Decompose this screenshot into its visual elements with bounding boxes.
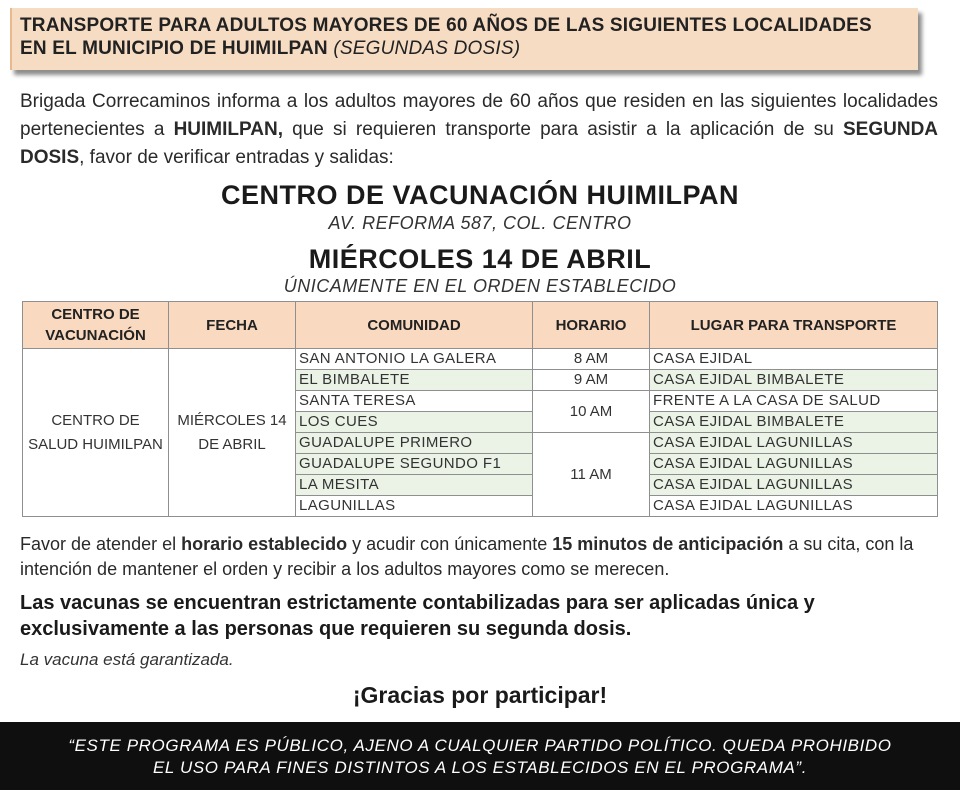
footer-line1: “ESTE PROGRAMA ES PÚBLICO, AJENO A CUALQUIER PARTIDO POLÍTICO. QUEDA PROHIBIDO [68, 736, 892, 755]
notice-text-a: Favor de atender el [20, 534, 182, 554]
cell-place: CASA EJIDAL LAGUNILLAS [650, 475, 938, 496]
cell-date: MIÉRCOLES 14 DE ABRIL [169, 349, 296, 517]
cell-community: LAGUNILLAS [296, 496, 533, 517]
date-subtitle: ÚNICAMENTE EN EL ORDEN ESTABLECIDO [283, 276, 677, 296]
cell-center: CENTRO DE SALUD HUIMILPAN [23, 349, 169, 517]
col-header-date: FECHA [169, 302, 296, 349]
cell-place: CASA EJIDAL LAGUNILLAS [650, 433, 938, 454]
cell-place: FRENTE A LA CASA DE SALUD [650, 391, 938, 412]
date-title: MIÉRCOLES 14 DE ABRIL [308, 244, 652, 274]
venue-title: CENTRO DE VACUNACIÓN HUIMILPAN [221, 180, 739, 210]
notice-text-c: y acudir con únicamente [347, 534, 553, 554]
intro-paragraph [20, 88, 938, 172]
thanks-message: ¡Gracias por participar! [352, 682, 608, 708]
footer-line2: EL USO PARA FINES DISTINTOS A LOS ESTABLECIDOS EN EL PROGRAMA”. [152, 758, 808, 777]
cell-schedule: 8 AM [533, 349, 650, 370]
notice-bold-minutes: 15 minutos de anticipación [552, 534, 784, 554]
cell-community: GUADALUPE PRIMERO [296, 433, 533, 454]
intro-text-3: , favor de verificar entradas y salidas: [79, 147, 394, 168]
table-row [23, 349, 938, 370]
cell-place: CASA EJIDAL BIMBALETE [650, 412, 938, 433]
col-header-place: LUGAR PARA TRANSPORTE [650, 302, 938, 349]
cell-place: CASA EJIDAL LAGUNILLAS [650, 496, 938, 517]
cell-community: LA MESITA [296, 475, 533, 496]
cell-place: CASA EJIDAL BIMBALETE [650, 370, 938, 391]
intro-bold-municipality: HUIMILPAN, [173, 119, 283, 140]
cell-schedule: 11 AM [533, 433, 650, 517]
cell-community: LOS CUES [296, 412, 533, 433]
header-title [20, 14, 920, 60]
schedule-table [22, 301, 938, 517]
notice-schedule-paragraph [20, 532, 938, 582]
notice-vaccines-paragraph: Las vacunas se encuentran estrictamente contabilizadas para ser aplicadas única y exclusivamente a las personas que requieren su segunda dosis. [20, 592, 815, 640]
cell-community: SANTA TERESA [296, 391, 533, 412]
cell-place: CASA EJIDAL LAGUNILLAS [650, 454, 938, 475]
col-header-community: COMUNIDAD [296, 302, 533, 349]
intro-text-1: Brigada Correcaminos informa a los adultos mayores de 60 años que residen en las siguientes localidades pertenecientes a [20, 91, 938, 140]
header-title-line1: TRANSPORTE PARA ADULTOS MAYORES DE 60 AÑOS DE LAS SIGUIENTES LOCALIDADES [20, 15, 872, 36]
notice-guarantee: La vacuna está garantizada. [20, 650, 234, 669]
cell-community: SAN ANTONIO LA GALERA [296, 349, 533, 370]
cell-community: EL BIMBALETE [296, 370, 533, 391]
cell-place: CASA EJIDAL [650, 349, 938, 370]
col-header-center: CENTRO DE VACUNACIÓN [23, 302, 169, 349]
footer-banner [0, 722, 960, 790]
header-title-municipality: EN EL MUNICIPIO DE HUIMILPAN [20, 38, 328, 59]
footer-disclaimer [30, 735, 930, 779]
col-header-schedule: HORARIO [533, 302, 650, 349]
table-header-row [23, 302, 938, 349]
venue-address: AV. REFORMA 587, COL. CENTRO [328, 213, 632, 233]
notice-text-e: a su cita, con la intención de mantener el orden y recibir a los adultos mayores como se merecen. [20, 534, 914, 579]
cell-schedule: 9 AM [533, 370, 650, 391]
header-title-dose-note: (SEGUNDAS DOSIS) [333, 38, 521, 59]
intro-text-2: que si requieren transporte para asistir a la aplicación de su [282, 119, 843, 140]
cell-schedule: 10 AM [533, 391, 650, 433]
notice-bold-schedule: horario establecido [181, 534, 348, 554]
cell-community: GUADALUPE SEGUNDO F1 [296, 454, 533, 475]
intro-bold-dose: SEGUNDA DOSIS [20, 119, 939, 168]
header-title-line2 [20, 37, 920, 60]
